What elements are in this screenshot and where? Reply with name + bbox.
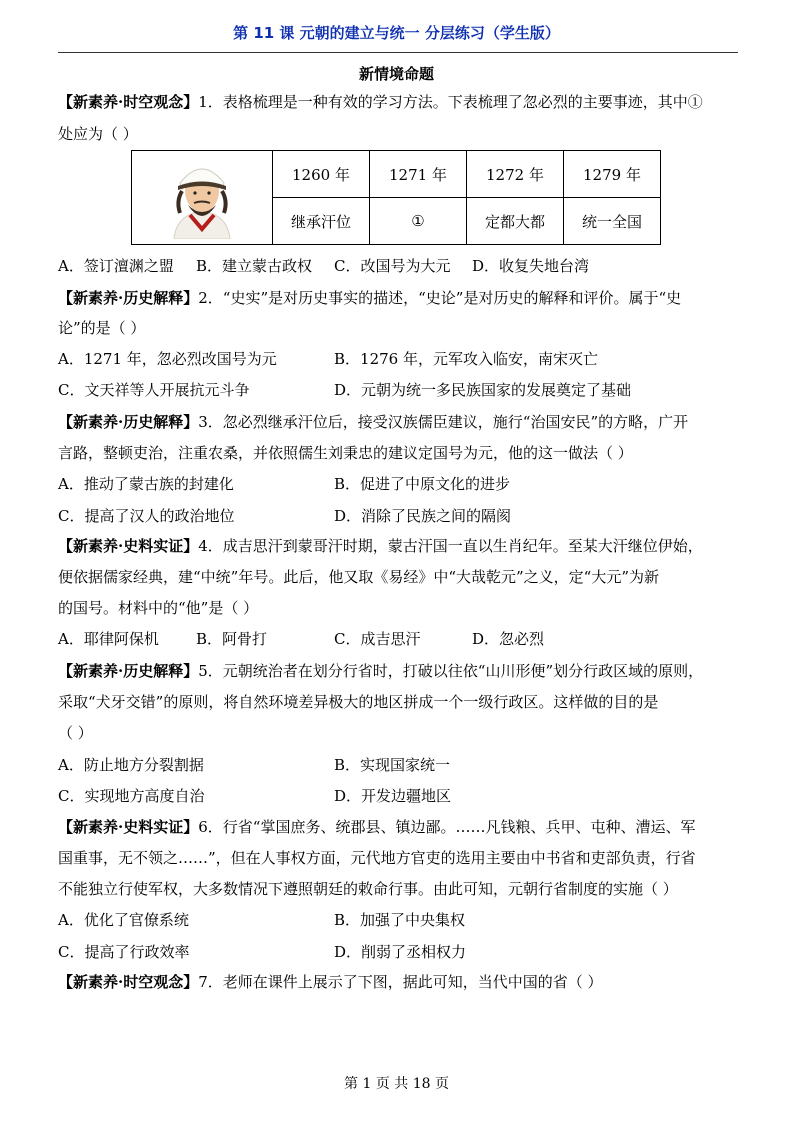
question-2-option-a: A．1271 年，忽必烈改国号为元 [58, 350, 277, 368]
year-cell: 1272 年 [467, 151, 564, 198]
year-cell: 1279 年 [564, 151, 661, 198]
question-1-option-b: B．建立蒙古政权 [196, 257, 313, 275]
question-3-line-2: 言路，整顿吏治，注重农桑，并依照儒生刘秉忠的建议定国号为元，他的这一做法（ ） [58, 444, 633, 462]
header-divider [58, 52, 738, 53]
question-6-line-1: 【新素养·史料实证】6．行省“掌国庶务、统郡县、镇边鄙。……凡钱粮、兵甲、屯种、漕运、军 [58, 818, 696, 836]
question-4-option-a: A．耶律阿保机 [58, 630, 159, 648]
question-2-option-c: C．文天祥等人开展抗元斗争 [58, 381, 250, 399]
year-cell: 1260 年 [273, 151, 370, 198]
question-7-line-1: 【新素养·时空观念】7．老师在课件上展示了下图，据此可知，当代中国的省（ ） [58, 973, 603, 991]
document-header: 第 11 课 元朝的建立与统一 分层练习（学生版） [233, 24, 560, 42]
question-2-option-b: B．1276 年，元军攻入临安，南宋灭亡 [334, 350, 598, 368]
question-5-line-1: 【新素养·历史解释】5．元朝统治者在划分行省时，打破以往依“山川形便”划分行政区域的原则， [58, 662, 704, 680]
question-3-option-c: C．提高了汉人的政治地位 [58, 507, 235, 525]
question-3-tag: 【新素养·历史解释】 [58, 413, 199, 431]
question-1-option-d: D．收复失地台湾 [472, 257, 590, 275]
question-3-option-b: B．促进了中原文化的进步 [334, 475, 511, 493]
question-5-line-2: 采取“犬牙交错”的原则，将自然环境差异极大的地区拼成一个一级行政区。这样做的目的是 [58, 693, 659, 711]
question-5-line-3: （ ） [58, 724, 93, 742]
question-1-tag: 【新素养·时空观念】 [58, 93, 199, 111]
question-4-option-c: C．成吉思汗 [334, 630, 421, 648]
question-6-option-d: D．削弱了丞相权力 [334, 943, 467, 961]
question-2-tag: 【新素养·历史解释】 [58, 289, 199, 307]
question-3-option-a: A．推动了蒙古族的封建化 [58, 475, 234, 493]
question-6-option-b: B．加强了中央集权 [334, 911, 466, 929]
question-6-line-2: 国重事，无不领之……”，但在人事权方面，元代地方官吏的选用主要由中书省和吏部负责，行省 [58, 849, 696, 867]
question-5-option-c: C．实现地方高度自治 [58, 787, 205, 805]
question-6-line-3: 不能独立行使军权，大多数情况下遵照朝廷的敕命行事。由此可知，元朝行省制度的实施（ ） [58, 880, 678, 898]
question-4-line-2: 便依据儒家经典，建“中统”年号。此后，他又取《易经》中“大哉乾元”之义，定“大元”为新 [58, 568, 660, 586]
question-2-option-d: D．元朝为统一多民族国家的发展奠定了基础 [334, 381, 632, 399]
question-5-option-a: A．防止地方分裂割据 [58, 756, 204, 774]
question-2-line-1: 【新素养·历史解释】2．“史实”是对历史事实的描述，“史论”是对历史的解释和评价。属于“史 [58, 289, 682, 307]
portrait-cell [132, 151, 273, 245]
question-4-line-1: 【新素养·史料实证】4．成吉思汗到蒙哥汗时期，蒙古汗国一直以生肖纪年。至某大汗继位伊始， [58, 537, 703, 555]
question-4-option-b: B．阿骨打 [196, 630, 268, 648]
page-number: 第 1 页 共 18 页 [344, 1076, 449, 1092]
question-1-line-1: 【新素养·时空观念】1．表格梳理是一种有效的学习方法。下表梳理了忽必烈的主要事迹，其中① [58, 93, 703, 111]
question-4-tag: 【新素养·史料实证】 [58, 537, 199, 555]
event-cell: 统一全国 [564, 198, 661, 245]
question-6-tag: 【新素养·史料实证】 [58, 818, 199, 836]
section-title: 新情境命题 [358, 65, 434, 83]
question-4-option-d: D．忽必烈 [472, 630, 545, 648]
year-cell: 1271 年 [370, 151, 467, 198]
event-cell: ① [370, 198, 467, 245]
kublai-events-table [131, 150, 661, 245]
question-2-line-2: 论”的是（ ） [58, 319, 146, 337]
question-6-option-a: A．优化了官僚系统 [58, 911, 189, 929]
question-7-tag: 【新素养·时空观念】 [58, 973, 199, 991]
question-3-option-d: D．消除了民族之间的隔阂 [334, 507, 512, 525]
question-1-line-2: 处应为（ ） [58, 125, 138, 143]
question-5-option-d: D．开发边疆地区 [334, 787, 452, 805]
event-cell: 继承汗位 [273, 198, 370, 245]
question-3-line-1: 【新素养·历史解释】3．忽必烈继承汗位后，接受汉族儒臣建议，施行“治国安民”的方略，广开 [58, 413, 689, 431]
question-5-option-b: B．实现国家统一 [334, 756, 451, 774]
question-5-tag: 【新素养·历史解释】 [58, 662, 199, 680]
event-cell: 定都大都 [467, 198, 564, 245]
question-4-line-3: 的国号。材料中的“他”是（ ） [58, 599, 259, 617]
question-1-option-a: A．签订澶渊之盟 [58, 257, 174, 275]
question-6-option-c: C．提高了行政效率 [58, 943, 190, 961]
kublai-khan-portrait-image [152, 153, 252, 239]
question-1-option-c: C．改国号为大元 [334, 257, 451, 275]
